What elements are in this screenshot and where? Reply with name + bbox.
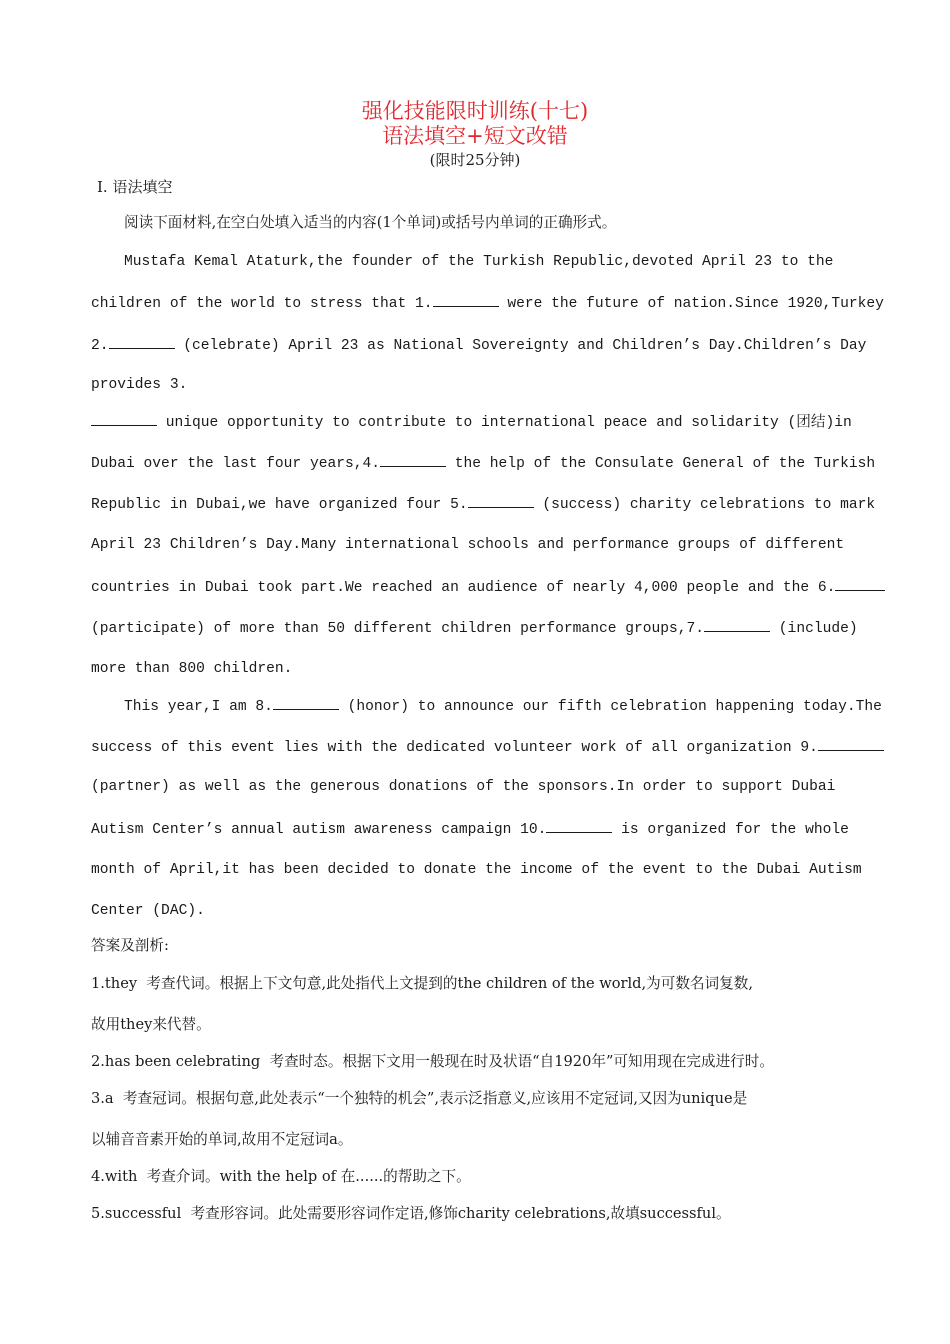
answer-3: 3.a 考查冠词。根据句意,此处表示“一个独特的机会”,表示泛指意义,应该用不定冠词,又因为unique是 xyxy=(91,1090,748,1107)
answers-heading: 答案及剖析: xyxy=(91,937,169,954)
blank-8[interactable] xyxy=(273,695,339,710)
title-line1: 强化技能限时训练(十七) xyxy=(361,99,589,123)
passage-line: Republic in Dubai,we have organized four 5. (success) charity celebrations to mark xyxy=(91,493,875,515)
passage-line: success of this event lies with the dedicated volunteer work of all organization 9. xyxy=(91,736,884,758)
passage-line: month of April,it has been decided to donate the income of the event to the Dubai Autism xyxy=(91,862,862,878)
answer-1-cont: 故用they来代替。 xyxy=(91,1016,211,1033)
instruction: 阅读下面材料,在空白处填入适当的内容(1个单词)或括号内单词的正确形式。 xyxy=(124,214,617,231)
answer-2: 2.has been celebrating 考查时态。根据下文用一般现在时及状语“自1920年”可知用现在完成进行时。 xyxy=(91,1053,774,1070)
blank-10[interactable] xyxy=(546,818,612,833)
passage-line: Autism Center’s annual autism awareness campaign 10. is organized for the whole xyxy=(91,818,849,840)
answer-5: 5.successful 考查形容词。此处需要形容词作定语,修饰charity celebrations,故填successful。 xyxy=(91,1205,731,1222)
passage-line: children of the world to stress that 1. were the future of nation.Since 1920,Turkey xyxy=(91,292,884,314)
passage-line: Mustafa Kemal Ataturk,the founder of the Turkish Republic,devoted April 23 to the xyxy=(124,254,834,270)
passage-line: April 23 Children’s Day.Many international schools and performance groups of different xyxy=(91,537,845,553)
blank-4[interactable] xyxy=(380,452,446,467)
passage-line: provides 3. xyxy=(91,377,188,393)
blank-7[interactable] xyxy=(704,617,770,632)
answer-3-cont: 以辅音音素开始的单词,故用不定冠词a。 xyxy=(91,1131,353,1148)
passage-line: This year,I am 8. (honor) to announce our fifth celebration happening today.The xyxy=(124,695,882,717)
passage-line: 2. (celebrate) April 23 as National Sovereignty and Children’s Day.Children’s Day xyxy=(91,334,866,356)
section-heading: Ⅰ. 语法填空 xyxy=(97,178,173,196)
passage-line: countries in Dubai took part.We reached an audience of nearly 4,000 people and the 6. xyxy=(91,576,885,598)
passage-line: more than 800 children. xyxy=(91,661,293,677)
blank-1[interactable] xyxy=(433,292,499,307)
title-line2: 语法填空+短文改错 xyxy=(382,124,568,148)
blank-2[interactable] xyxy=(109,334,175,349)
blank-9[interactable] xyxy=(818,736,884,751)
answer-4: 4.with 考查介词。with the help of 在......的帮助之下。 xyxy=(91,1168,471,1185)
blank-3[interactable] xyxy=(91,411,157,426)
passage-line: (participate) of more than 50 different children performance groups,7. (include) xyxy=(91,617,858,639)
passage-line: Center (DAC). xyxy=(91,903,205,919)
blank-6[interactable] xyxy=(835,576,885,591)
passage-line: (partner) as well as the generous donations of the sponsors.In order to support Dubai xyxy=(91,779,836,795)
blank-5[interactable] xyxy=(468,493,534,508)
passage-line: Dubai over the last four years,4. the help of the Consulate General of the Turkish xyxy=(91,452,875,474)
time-limit: (限时25分钟) xyxy=(429,151,521,169)
passage-line: unique opportunity to contribute to international peace and solidarity (团结)in xyxy=(91,411,852,433)
answer-1: 1.they 考查代词。根据上下文句意,此处指代上文提到的the children of the world,为可数名词复数, xyxy=(91,975,753,992)
